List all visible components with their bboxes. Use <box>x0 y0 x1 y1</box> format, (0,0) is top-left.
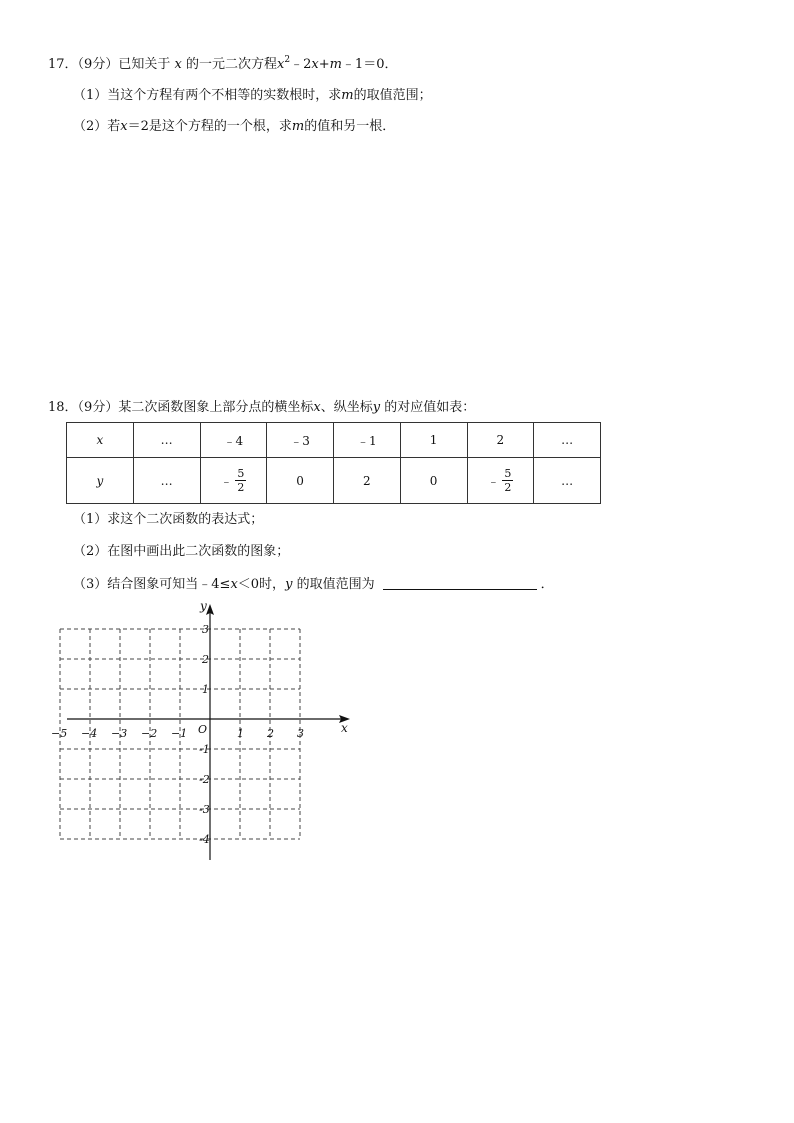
denominator: 2 <box>504 481 512 494</box>
text: （2）若 <box>73 119 121 134</box>
y-axis-label: y <box>200 599 207 613</box>
table-cell: 2 <box>334 458 401 504</box>
q17-part2 <box>73 118 395 136</box>
exponent: 2 <box>284 55 291 65</box>
q18-part2: （2）在图中画出此二次函数的图象； <box>73 544 290 559</box>
question-number: 17． <box>48 57 78 72</box>
answer-blank[interactable] <box>383 575 537 590</box>
x-tick-label: 3 <box>297 727 304 740</box>
denominator: 2 <box>237 481 245 494</box>
y-tick-label: -3 <box>199 803 210 816</box>
table-cell <box>200 458 267 504</box>
q18-part1: （1）求这个二次函数的表达式； <box>73 512 264 527</box>
var: x <box>120 119 128 134</box>
table-cell: … <box>534 458 601 504</box>
score: （9分） <box>77 57 119 72</box>
text: ． <box>540 577 554 592</box>
text: ﹣2 <box>290 57 312 72</box>
table-cell: y <box>67 458 134 504</box>
y-tick-label: 2 <box>202 653 209 666</box>
x-tick-label: −3 <box>111 727 128 740</box>
x-tick-label: −1 <box>171 727 188 740</box>
numerator: 5 <box>504 467 512 480</box>
fraction <box>235 467 246 494</box>
x-tick-label: −4 <box>81 727 98 740</box>
table-cell: ﹣4 <box>200 423 267 458</box>
y-tick-label: 1 <box>202 683 209 696</box>
y-tick-label: -1 <box>199 743 210 756</box>
text: 的值和另一根． <box>304 119 396 134</box>
var: m <box>329 57 342 72</box>
table-cell: … <box>534 423 601 458</box>
table-cell: … <box>133 423 200 458</box>
table-cell: ﹣3 <box>267 423 334 458</box>
text: ＜0时， <box>237 577 286 592</box>
text: + <box>318 57 330 72</box>
question-number: 18． <box>48 400 78 415</box>
numerator: 5 <box>237 467 245 480</box>
x-axis-label: x <box>341 721 348 735</box>
text: 某二次函数图象上部分点的横坐标 <box>118 400 314 415</box>
table-cell: 1 <box>400 423 467 458</box>
text: 、纵坐标 <box>320 400 373 415</box>
var: x <box>313 400 321 415</box>
x-tick-label: −2 <box>141 727 158 740</box>
table-cell <box>467 458 534 504</box>
x-tick-label: 2 <box>267 727 274 740</box>
var: x <box>230 577 238 592</box>
table-cell: ﹣1 <box>334 423 401 458</box>
table-cell: x <box>67 423 134 458</box>
neg-sign: ﹣ <box>487 474 500 488</box>
var: x <box>174 57 182 72</box>
score: （9分） <box>77 400 119 415</box>
table-row-x <box>67 423 601 458</box>
text: 的取值范围为 <box>296 577 375 592</box>
fraction <box>502 467 513 494</box>
neg-sign: ﹣ <box>220 474 233 488</box>
text: ﹣1＝0． <box>341 57 398 72</box>
table-row-y <box>67 458 601 504</box>
x-tick-label: −5 <box>51 727 68 740</box>
x-tick-label: 1 <box>237 727 244 740</box>
text: 的一元二次方程 <box>185 57 277 72</box>
var: m <box>341 88 354 103</box>
axes <box>67 604 350 860</box>
text: 已知关于 <box>118 57 171 72</box>
q18-stem <box>48 399 475 417</box>
text: （3）结合图象可知当﹣4≤ <box>73 577 231 592</box>
table-cell: 0 <box>267 458 334 504</box>
coordinate-grid <box>51 598 360 863</box>
y-tick-label: -4 <box>199 833 210 846</box>
text: 的对应值如表： <box>384 400 476 415</box>
q17-stem <box>48 56 397 75</box>
var: m <box>291 119 305 134</box>
origin-label: O <box>198 723 208 736</box>
var: x <box>311 57 319 72</box>
text: ＝2是这个方程的一个根，求 <box>127 119 292 134</box>
table-cell: 0 <box>400 458 467 504</box>
q18-part3 <box>73 575 554 594</box>
var: x <box>276 57 285 72</box>
table-cell: … <box>133 458 200 504</box>
var: y <box>285 577 293 592</box>
text: （1）当这个方程有两个不相等的实数根时，求 <box>73 88 342 103</box>
var: y <box>372 400 381 415</box>
y-tick-label: -2 <box>199 773 210 786</box>
q17-part1 <box>73 87 432 105</box>
text: 的取值范围； <box>353 88 432 103</box>
table-cell: 2 <box>467 423 534 458</box>
y-tick-label: 3 <box>202 623 209 636</box>
value-table <box>66 422 601 504</box>
